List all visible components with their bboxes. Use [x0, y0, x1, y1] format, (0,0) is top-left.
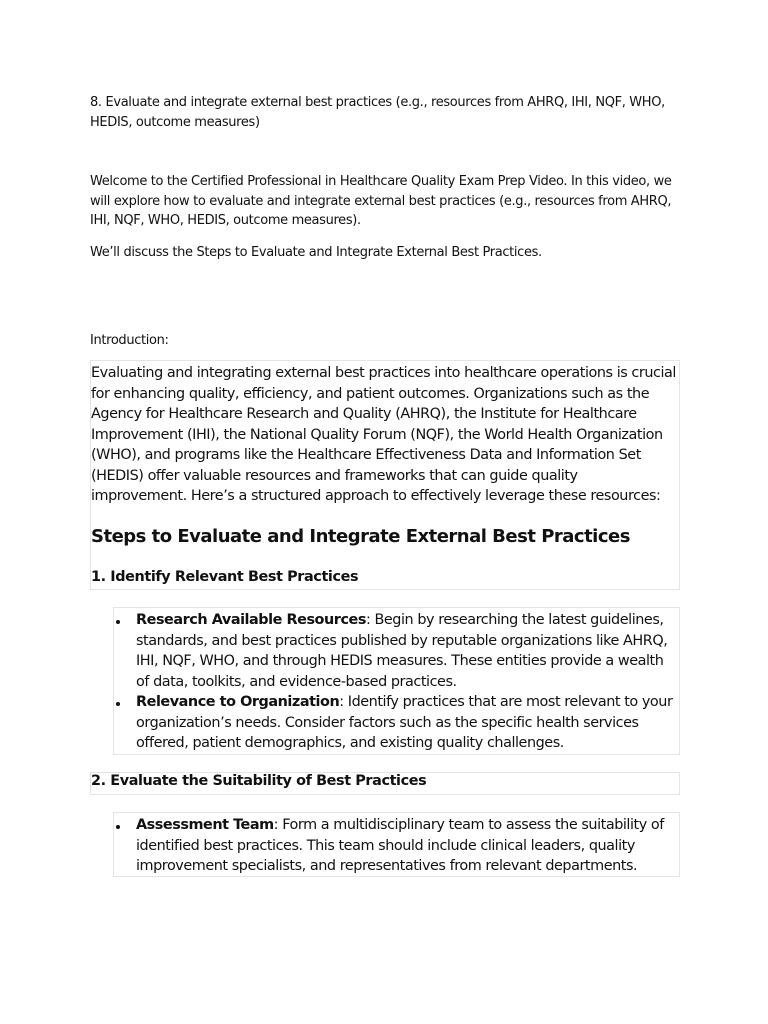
objective-header — [90, 93, 680, 132]
bullet-icon — [116, 825, 120, 829]
list-item-term: Relevance to Organization — [136, 694, 340, 710]
bullet-icon — [116, 702, 120, 706]
discuss-text: We’ll discuss the Steps to Evaluate and Integrate External Best Practices. — [90, 245, 542, 260]
section1-heading: 1. Identify Relevant Best Practices — [91, 569, 359, 585]
intro-label: Introduction: — [90, 333, 169, 348]
list-item — [136, 610, 676, 692]
list-item-text: : Begin by researching the latest guidelines, standards, and best practices published by reputable organizations like AHRQ, IHI, NQF, WHO, and through HEDIS measures. These entities provide a wealth of data, toolkits, and evidence-based practices. — [136, 612, 668, 690]
steps-heading: Steps to Evaluate and Integrate External Best Practices — [91, 526, 630, 547]
list-item — [136, 692, 676, 754]
objective-text: 8. Evaluate and integrate external best practices (e.g., resources from AHRQ, IHI, NQF, WHO, HEDIS, outcome measures) — [90, 95, 665, 130]
section2-list — [113, 812, 680, 877]
discuss-block — [90, 243, 680, 263]
bullet-icon — [116, 620, 120, 624]
list-item-term: Assessment Team — [136, 817, 274, 833]
section1-list — [113, 607, 680, 755]
intro-label-block — [90, 331, 680, 351]
section2-heading-box — [90, 772, 680, 795]
list-item-text: : Identify practices that are most relevant to your organization’s needs. Consider factors such as the specific health services offered, patient demographics, and existing quality challenges. — [136, 694, 673, 751]
list-item-term: Research Available Resources — [136, 612, 366, 628]
welcome-text: Welcome to the Certified Professional in Healthcare Quality Exam Prep Video. In this video, we will explore how to evaluate and integrate external best practices (e.g., resources from AHRQ, IHI, NQF, WHO, HEDIS, outcome measures). — [90, 174, 672, 228]
list-item — [136, 815, 676, 877]
list-item-text: : Form a multidisciplinary team to assess the suitability of identified best practices. This team should include clinical leaders, quality improvement specialists, and representatives from relevant departments. — [136, 817, 664, 874]
section2-heading: 2. Evaluate the Suitability of Best Practices — [91, 773, 427, 789]
welcome-block — [90, 172, 680, 231]
intro-box — [90, 360, 680, 590]
intro-paragraph: Evaluating and integrating external best practices into healthcare operations is crucial for enhancing quality, efficiency, and patient outcomes. Organizations such as the Agency for Healthcare Research and Quality (AHRQ), the Institute for Healthcare Improvement (IHI), the National Quality Forum (NQF), the World Health Organization (WHO), and programs like the Healthcare Effectiveness Data and Information Set (HEDIS) offer valuable resources and frameworks that can guide quality improvement. Here’s a structured approach to effectively leverage these resources: — [91, 365, 676, 504]
